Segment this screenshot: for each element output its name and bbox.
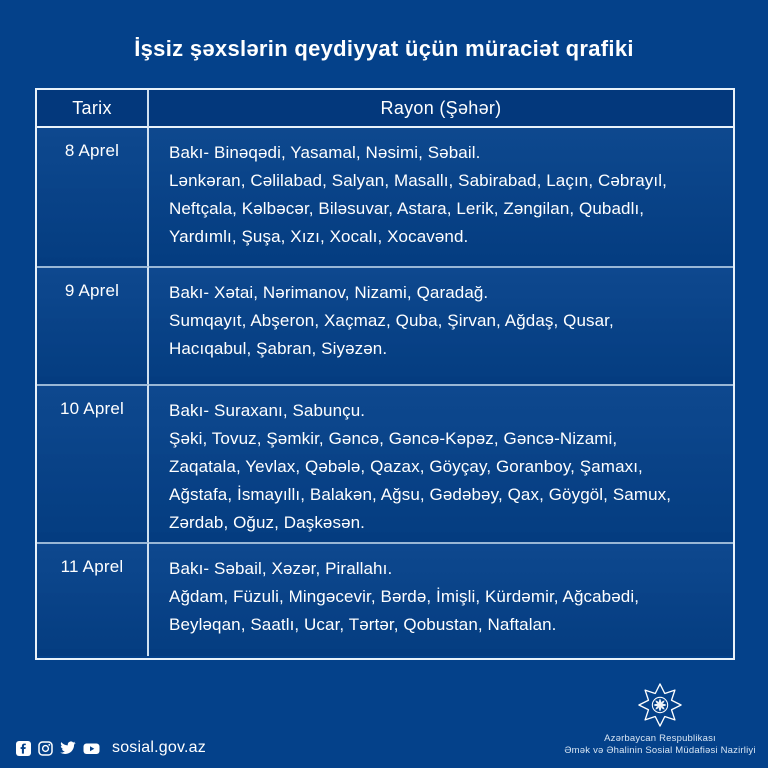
region-line: Bakı- Səbail, Xəzər, Pirallahı. <box>169 559 393 578</box>
region-cell <box>149 266 733 384</box>
twitter-icon <box>60 741 76 755</box>
region-line: Hacıqabul, Şabran, Siyəzən. <box>169 339 388 358</box>
region-cell <box>149 128 733 266</box>
region-line: Beyləqan, Saatlı, Ucar, Tərtər, Qobustan, Naftalan. <box>169 615 557 634</box>
date-cell: 8 Aprel <box>37 128 149 266</box>
social-links-bar <box>16 739 206 757</box>
date-column-header: Tarix <box>37 90 149 128</box>
ministry-emblem-icon <box>540 682 768 728</box>
region-line: Ağstafa, İsmayıllı, Balakən, Ağsu, Gədəbəy, Qax, Göygöl, Samux, <box>169 485 672 504</box>
schedule-table <box>35 88 735 660</box>
region-line: Zərdab, Oğuz, Daşkəsən. <box>169 513 366 532</box>
region-line: Bakı- Xətai, Nərimanov, Nizami, Qaradağ. <box>169 283 489 302</box>
page-title: İşsiz şəxslərin qeydiyyat üçün müraciət qrafiki <box>134 36 634 61</box>
instagram-icon <box>38 741 53 756</box>
region-cell <box>149 542 733 656</box>
region-line: Sumqayıt, Abşeron, Xaçmaz, Quba, Şirvan, Ağdaş, Qusar, <box>169 311 614 330</box>
date-cell: 11 Aprel <box>37 542 149 656</box>
region-line: Zaqatala, Yevlax, Qəbələ, Qazax, Göyçay, Goranboy, Şamaxı, <box>169 457 643 476</box>
region-line: Neftçala, Kəlbəcər, Biləsuvar, Astara, Lerik, Zəngilan, Qubadlı, <box>169 199 645 218</box>
date-cell: 10 Aprel <box>37 384 149 542</box>
region-line: Bakı- Binəqədi, Yasamal, Nəsimi, Səbail. <box>169 143 481 162</box>
region-column-header: Rayon (Şəhər) <box>149 90 733 128</box>
date-cell: 9 Aprel <box>37 266 149 384</box>
ministry-name-line2: Əmək və Əhalinin Sosial Müdafiəsi Nazirliyi <box>564 745 756 756</box>
ministry-block <box>540 682 768 757</box>
ministry-name-line1: Azərbaycan Respublikası <box>604 733 716 744</box>
facebook-icon <box>16 741 31 756</box>
region-line: Bakı- Suraxanı, Sabunçu. <box>169 401 366 420</box>
region-line: Ağdam, Füzuli, Mingəcevir, Bərdə, İmişli, Kürdəmir, Ağcabədi, <box>169 587 640 606</box>
website-url: sosial.gov.az <box>112 739 206 756</box>
youtube-icon <box>83 741 100 756</box>
region-line: Şəki, Tovuz, Şəmkir, Gəncə, Gəncə-Kəpəz, Gəncə-Nizami, <box>169 429 618 448</box>
region-line: Lənkəran, Cəlilabad, Salyan, Masallı, Sabirabad, Laçın, Cəbrayıl, <box>169 171 667 190</box>
region-line: Yardımlı, Şuşa, Xızı, Xocalı, Xocavənd. <box>169 227 469 246</box>
region-cell <box>149 384 733 542</box>
